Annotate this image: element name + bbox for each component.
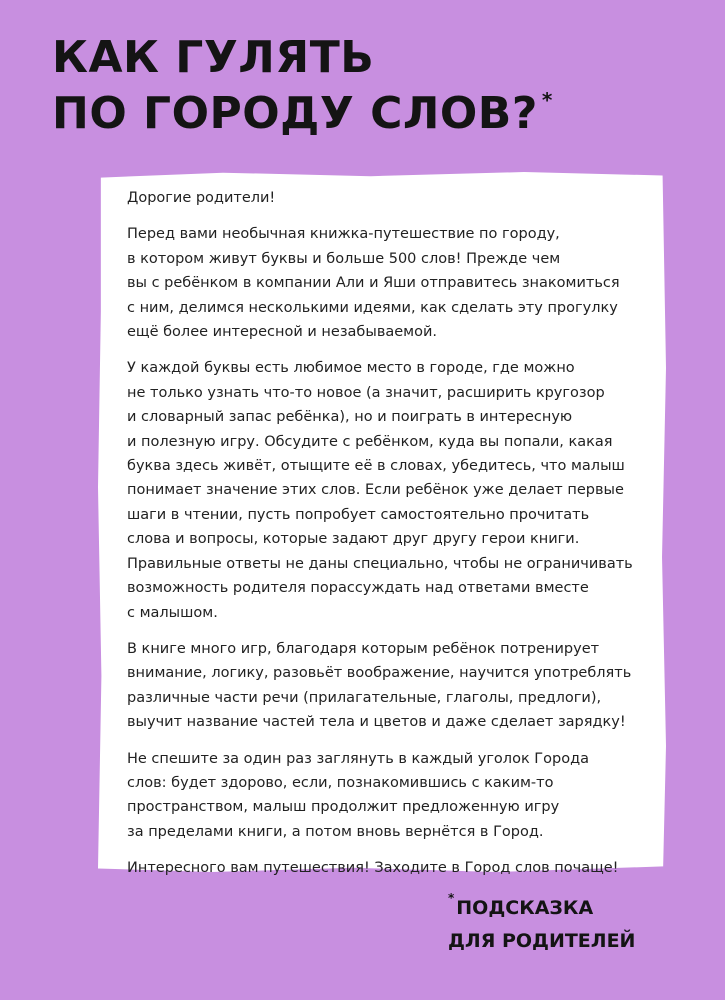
text-line: Интересного вам путешествия! Заходите в Город слов почаще!: [127, 860, 619, 877]
letter-text: [127, 186, 651, 893]
text-line: различные части речи (прилагательные, глаголы, предлоги),: [127, 689, 602, 706]
text-line: Дорогие родители!: [127, 190, 276, 206]
text-line: слова и вопросы, которые задают друг другу герои книги.: [127, 531, 580, 548]
text-line: выучит название частей тела и цветов и даже сделает зарядку!: [127, 714, 626, 731]
text-line: и полезную игру. Обсудите с ребёнком, куда вы попали, какая: [127, 433, 613, 450]
parents-hint: [448, 892, 635, 958]
page-title-line-2-text: ПО ГОРОДУ СЛОВ?: [52, 88, 538, 139]
text-line: и словарный запас ребёнка), но и поиграть в интересную: [127, 409, 573, 426]
text-line: слов: будет здорово, если, познакомившись с каким-то: [127, 774, 554, 791]
text-line: У каждой буквы есть любимое место в городе, где можно: [127, 360, 575, 377]
text-line: буква здесь живёт, отыщите её в словах, убедитесь, что малыш: [127, 458, 625, 475]
letter-paragraph-4: [127, 747, 651, 845]
text-line: Не спешите за один раз заглянуть в каждый уголок Города: [127, 750, 590, 767]
text-line: понимает значение этих слов. Если ребёнок уже делает первые: [127, 482, 624, 499]
page-title-line-2: [52, 86, 553, 142]
text-line: в котором живут буквы и больше 500 слов! Прежде чем: [127, 250, 561, 267]
parents-hint-line-1: [448, 892, 635, 925]
letter-greeting: [127, 186, 651, 210]
text-line: внимание, логику, разовьёт воображение, научится употреблять: [127, 665, 632, 682]
letter-paragraph-1: [127, 222, 651, 344]
text-line: Перед вами необычная книжка-путешествие по городу,: [127, 226, 560, 243]
page-title: [52, 30, 553, 142]
text-line: с ним, делимся несколькими идеями, как сделать эту прогулку: [127, 299, 618, 316]
letter-paragraph-3: [127, 637, 651, 735]
text-line: ещё более интересной и незабываемой.: [127, 324, 438, 341]
parents-hint-line-1-text: ПОДСКАЗКА: [456, 897, 594, 919]
text-line: не только узнать что-то новое (а значит, расширить кругозор: [127, 384, 605, 401]
text-line: вы с ребёнком в компании Али и Яши отправитесь знакомиться: [127, 275, 620, 292]
page-title-line-1: КАК ГУЛЯТЬ: [52, 32, 375, 83]
text-line: с малышом.: [127, 604, 218, 621]
asterisk-icon: *: [448, 891, 455, 905]
text-line: пространством, малыш продолжит предложенную игру: [127, 799, 560, 816]
letter-paragraph-5: [127, 856, 651, 880]
letter-paragraph-2: [127, 356, 651, 624]
text-line: Правильные ответы не даны специально, чтобы не ограничивать: [127, 555, 633, 572]
parents-hint-line-2: ДЛЯ РОДИТЕЛЕЙ: [448, 930, 636, 952]
text-line: шаги в чтении, пусть попробует самостоятельно прочитать: [127, 506, 590, 523]
text-line: возможность родителя порассуждать над ответами вместе: [127, 580, 589, 597]
text-line: за пределами книги, а потом вновь вернётся в Город.: [127, 823, 544, 840]
text-line: В книге много игр, благодаря которым ребёнок потренирует: [127, 640, 600, 657]
asterisk-icon: *: [541, 88, 553, 112]
